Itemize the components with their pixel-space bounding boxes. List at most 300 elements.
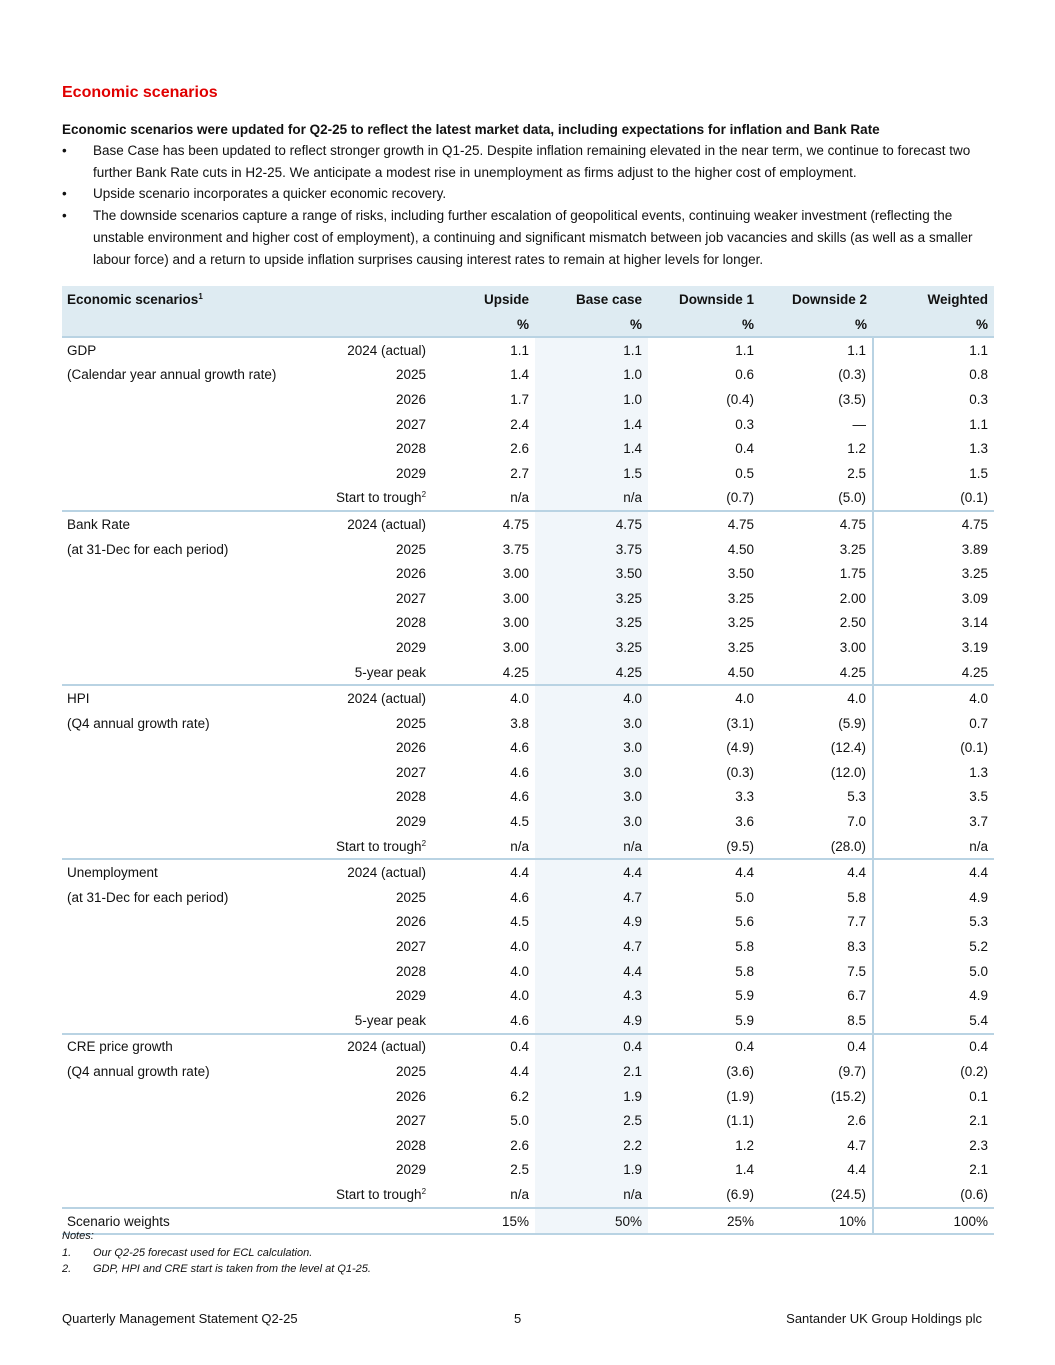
row-group-label: [62, 910, 290, 935]
cell-downside-2: 3.25: [839, 541, 867, 557]
row-period-label: 2024 (actual): [290, 685, 432, 711]
cell-downside-2: (24.5): [830, 1186, 867, 1202]
cell-downside-2: 1.1: [760, 337, 873, 363]
cell-weighted: 5.4: [873, 1008, 994, 1034]
cell-base-case: n/a: [535, 486, 648, 512]
cell-downside-1: 1.4: [735, 1162, 755, 1178]
row-period-label: 5-year peak: [354, 1012, 427, 1028]
footer-company-name: Santander UK Group Holdings plc: [786, 1311, 982, 1326]
cell-downside-2: 8.5: [847, 1012, 867, 1028]
column-header-downside-2: Downside 2: [760, 286, 873, 312]
cell-upside: 4.0: [510, 988, 530, 1004]
column-header-weighted: Weighted: [873, 286, 994, 312]
cell-downside-1: 3.50: [727, 566, 755, 582]
row-period-label: 2027: [395, 939, 427, 955]
cell-base-case: 3.0: [535, 760, 648, 785]
cell-weighted: (0.1): [873, 486, 994, 512]
row-period-label: 2024 (actual): [290, 337, 432, 363]
row-group-label: (at 31-Dec for each period): [67, 541, 229, 557]
bullet-text: The downside scenarios capture a range of risks, including further escalation of geopolitical events, continuing weaker investment (reflecting the unstable environment and higher cost of employment), a continuing and significant mismatch between job vacancies and skills (as well as a smaller labour force) and a return to upside inflation surprises causing interest rates to remain at higher levels for longer.: [93, 208, 973, 267]
note-text: GDP, HPI and CRE start is taken from the level at Q1-25.: [93, 1263, 371, 1275]
cell-downside-2: 0.4: [760, 1034, 873, 1060]
unit-label: %: [535, 312, 648, 337]
row-period-label: 2029: [395, 639, 427, 655]
cell-base-case: 3.25: [535, 586, 648, 611]
row-period-label: 2024 (actual): [290, 511, 432, 537]
cell-upside: 3.00: [502, 615, 530, 631]
cell-upside: n/a: [510, 838, 530, 854]
row-group-label: (Calendar year annual growth rate): [67, 367, 277, 383]
table-row: [62, 859, 994, 885]
cell-weighted: (0.2): [873, 1059, 994, 1084]
cell-weighted: 2.1: [873, 1108, 994, 1133]
cell-base-case: 1.9: [535, 1158, 648, 1183]
cell-upside: n/a: [510, 1186, 530, 1202]
cell-base-case: 4.7: [535, 885, 648, 910]
row-period-label: 2027: [395, 1113, 427, 1129]
footnote-marker: 2: [421, 490, 427, 500]
cell-weighted: 3.09: [873, 586, 994, 611]
table-row: [62, 1158, 994, 1183]
row-period-label: 2028: [395, 615, 427, 631]
cell-base-case: 1.1: [535, 337, 648, 363]
table-header-label: Economic scenarios$^1$: [62, 286, 432, 312]
cell-upside: 1.4: [510, 367, 530, 383]
economic-scenarios-table: [62, 286, 994, 1235]
cell-downside-2: (9.7): [838, 1064, 867, 1080]
cell-downside-1: 5.8: [735, 939, 755, 955]
cell-downside-1: 5.8: [735, 963, 755, 979]
row-period-label: Start to trough$^2$: [336, 490, 427, 506]
cell-upside: 4.0: [432, 685, 535, 711]
cell-downside-1: 4.0: [648, 685, 760, 711]
cell-upside: n/a: [510, 490, 530, 506]
cell-weighted: 3.89: [873, 537, 994, 562]
cell-downside-2: (28.0): [830, 838, 867, 854]
cell-weighted: 1.1: [873, 337, 994, 363]
cell-upside: 3.00: [502, 639, 530, 655]
cell-downside-2: 1.2: [847, 441, 867, 457]
cell-downside-2: 2.50: [839, 615, 867, 631]
row-group-label: [62, 660, 290, 686]
cell-downside-1: 5.9: [735, 1012, 755, 1028]
cell-downside-1: 0.6: [735, 367, 755, 383]
row-group-label: [62, 586, 290, 611]
row-period-label: 2024 (actual): [290, 859, 432, 885]
table-row: [62, 910, 994, 935]
cell-weighted: 4.25: [873, 660, 994, 686]
cell-downside-1: (0.3): [726, 764, 755, 780]
cell-upside: 1.7: [510, 391, 530, 407]
table-row: [62, 934, 994, 959]
table-row: [62, 1182, 994, 1208]
row-period-label: 2029: [395, 465, 427, 481]
cell-base-case: n/a: [535, 1182, 648, 1208]
cell-downside-1: (4.9): [726, 740, 755, 756]
cell-downside-2: 2.6: [847, 1113, 867, 1129]
cell-weighted: 0.3: [873, 387, 994, 412]
cell-downside-2: 4.75: [760, 511, 873, 537]
cell-upside: 1.1: [432, 337, 535, 363]
row-period-label: 2028: [395, 1137, 427, 1153]
bullet-item: [62, 140, 987, 183]
cell-upside: 4.75: [432, 511, 535, 537]
cell-base-case: 2.2: [535, 1133, 648, 1158]
table-body: [62, 337, 994, 1234]
cell-base-case: 3.0: [535, 711, 648, 736]
bullet-item: [62, 183, 987, 205]
cell-weighted: 0.8: [873, 363, 994, 388]
cell-downside-1: (3.6): [726, 1064, 755, 1080]
cell-downside-1: 5.6: [735, 914, 755, 930]
row-period-label: 2029: [395, 988, 427, 1004]
cell-downside-1: 3.6: [735, 814, 755, 830]
cell-weighted: (0.1): [873, 736, 994, 761]
cell-downside-2: 3.00: [839, 639, 867, 655]
row-period-label: 2029: [395, 814, 427, 830]
table-row: [62, 1084, 994, 1109]
cell-downside-1: (6.9): [726, 1186, 755, 1202]
cell-downside-2: (5.9): [838, 715, 867, 731]
row-group-label: (Q4 annual growth rate): [67, 715, 210, 731]
row-period-label: 2029: [395, 1162, 427, 1178]
cell-weighted: 1.1: [873, 412, 994, 437]
cell-weighted: 4.9: [873, 885, 994, 910]
cell-weighted: 1.3: [873, 436, 994, 461]
cell-upside: 4.25: [502, 664, 530, 680]
table-row: [62, 983, 994, 1008]
cell-base-case: 1.4: [535, 412, 648, 437]
cell-base-case: 4.9: [535, 1008, 648, 1034]
table-row: [62, 685, 994, 711]
row-period-label: 2025: [395, 715, 427, 731]
cell-downside-2: 7.5: [847, 963, 867, 979]
cell-downside-2: 7.0: [847, 814, 867, 830]
row-period-label: 2028: [395, 789, 427, 805]
row-period-label: Start to trough$^2$: [336, 1186, 427, 1202]
cell-weighted: 2.3: [873, 1133, 994, 1158]
cell-upside: 4.6: [510, 764, 530, 780]
cell-upside: 2.4: [510, 416, 530, 432]
weight-base-case: 50%: [535, 1208, 648, 1235]
cell-downside-2: 5.8: [847, 889, 867, 905]
scenarios-table-container: [62, 286, 994, 1235]
row-group-label: [62, 635, 290, 660]
cell-base-case: 4.9: [535, 910, 648, 935]
cell-weighted: 0.7: [873, 711, 994, 736]
cell-downside-2: 4.0: [760, 685, 873, 711]
cell-downside-1: 4.50: [727, 664, 755, 680]
cell-downside-1: 4.75: [648, 511, 760, 537]
row-period-label: Start to trough$^2$: [336, 838, 427, 854]
cell-weighted: 2.1: [873, 1158, 994, 1183]
table-row: [62, 635, 994, 660]
bullet-text: Upside scenario incorporates a quicker economic recovery.: [93, 186, 447, 202]
row-period-label: 2024 (actual): [290, 1034, 432, 1060]
row-group-label: [62, 461, 290, 486]
cell-downside-1: 1.2: [735, 1137, 755, 1153]
cell-downside-1: 0.4: [735, 441, 755, 457]
cell-upside: 4.6: [510, 789, 530, 805]
notes-section: [62, 1228, 371, 1278]
weight-downside-1: 25%: [648, 1208, 760, 1235]
cell-upside: 2.7: [510, 465, 530, 481]
row-group-label: CRE price growth: [62, 1034, 290, 1060]
row-period-label: 2028: [395, 441, 427, 457]
unit-label: %: [760, 312, 873, 337]
cell-weighted: 3.7: [873, 809, 994, 834]
table-row: [62, 1008, 994, 1034]
row-group-label: [62, 785, 290, 810]
table-row: [62, 1034, 994, 1060]
note-item: [62, 1245, 371, 1262]
cell-downside-2: (15.2): [830, 1088, 867, 1104]
bullet-item: [62, 205, 987, 270]
cell-base-case: 4.75: [535, 511, 648, 537]
cell-weighted: 1.5: [873, 461, 994, 486]
cell-weighted: 3.19: [873, 635, 994, 660]
cell-weighted: 4.9: [873, 983, 994, 1008]
column-header-upside: Upside: [432, 286, 535, 312]
row-group-label: [62, 934, 290, 959]
row-group-label: [62, 486, 290, 512]
cell-downside-1: 0.3: [735, 416, 755, 432]
cell-downside-2: (5.0): [838, 490, 867, 506]
row-group-label: GDP: [62, 337, 290, 363]
cell-upside: 3.00: [502, 566, 530, 582]
column-header-base-case: Base case: [535, 286, 648, 312]
cell-downside-2: (0.3): [838, 367, 867, 383]
cell-base-case: 1.0: [535, 363, 648, 388]
row-group-label: (at 31-Dec for each period): [67, 889, 229, 905]
cell-upside: 6.2: [510, 1088, 530, 1104]
row-group-label: [62, 1158, 290, 1183]
cell-downside-2: 1.75: [839, 566, 867, 582]
weight-upside: 15%: [432, 1208, 535, 1235]
row-period-label: 2028: [395, 963, 427, 979]
row-group-label: [62, 959, 290, 984]
unit-label: %: [648, 312, 760, 337]
row-group-label: [62, 1133, 290, 1158]
cell-upside: 0.4: [432, 1034, 535, 1060]
cell-downside-1: (3.1): [726, 715, 755, 731]
cell-base-case: 3.0: [535, 785, 648, 810]
row-period-label: 2027: [395, 590, 427, 606]
row-period-label: 2025: [395, 367, 427, 383]
cell-base-case: n/a: [535, 834, 648, 860]
table-row: [62, 1059, 994, 1084]
row-group-label: [62, 561, 290, 586]
row-group-label: [62, 436, 290, 461]
cell-upside: 4.4: [432, 859, 535, 885]
cell-weighted: 4.75: [873, 511, 994, 537]
cell-downside-1: 3.3: [735, 789, 755, 805]
table-row: [62, 486, 994, 512]
cell-upside: 2.6: [510, 1137, 530, 1153]
table-row: [62, 363, 994, 388]
cell-base-case: 1.4: [535, 436, 648, 461]
row-group-label: [62, 809, 290, 834]
cell-base-case: 4.4: [535, 959, 648, 984]
table-row: [62, 1108, 994, 1133]
cell-weighted: 3.14: [873, 611, 994, 636]
row-period-label: 2026: [395, 914, 427, 930]
note-item: [62, 1261, 371, 1278]
table-row: [62, 611, 994, 636]
cell-downside-1: 0.4: [648, 1034, 760, 1060]
cell-base-case: 3.50: [535, 561, 648, 586]
row-group-label: [62, 412, 290, 437]
cell-upside: 4.5: [510, 814, 530, 830]
bullet-text: Base Case has been updated to reflect stronger growth in Q1-25. Despite inflation remaining elevated in the near term, we continue to forecast two further Bank Rate cuts in H2-25. We anticipate a modest rise in unemployment as firms adjust to the higher cost of employment.: [93, 143, 971, 180]
table-row: [62, 586, 994, 611]
note-index: 2.: [62, 1263, 72, 1275]
cell-base-case: 0.4: [535, 1034, 648, 1060]
scenario-weights-label: Scenario weights: [62, 1208, 432, 1235]
cell-downside-1: (0.7): [726, 490, 755, 506]
cell-upside: 2.5: [510, 1162, 530, 1178]
row-period-label: 2025: [395, 889, 427, 905]
table-row: [62, 561, 994, 586]
cell-base-case: 3.0: [535, 809, 648, 834]
cell-upside: 3.75: [502, 541, 530, 557]
table-row: [62, 412, 994, 437]
row-period-label: 2027: [395, 416, 427, 432]
cell-downside-1: 1.1: [648, 337, 760, 363]
footnote-marker: 2: [421, 1186, 427, 1196]
cell-weighted: n/a: [873, 834, 994, 860]
cell-weighted: 1.3: [873, 760, 994, 785]
lead-paragraph: Economic scenarios were updated for Q2-25 to reflect the latest market data, including expectations for inflation and Bank Rate: [62, 122, 880, 137]
cell-downside-1: (1.1): [726, 1113, 755, 1129]
bullet-list: [62, 140, 987, 270]
unit-label: %: [432, 312, 535, 337]
row-group-label: [62, 387, 290, 412]
units-blank: [62, 312, 432, 337]
unit-label: %: [873, 312, 994, 337]
cell-upside: 5.0: [510, 1113, 530, 1129]
footnote-marker: 1: [198, 291, 203, 301]
table-row: [62, 736, 994, 761]
cell-upside: 2.6: [510, 441, 530, 457]
row-period-label: 2026: [395, 391, 427, 407]
table-row: [62, 959, 994, 984]
cell-upside: 4.4: [510, 1064, 530, 1080]
cell-downside-2: 4.4: [847, 1162, 867, 1178]
cell-weighted: 5.0: [873, 959, 994, 984]
cell-weighted: 3.5: [873, 785, 994, 810]
cell-base-case: 1.5: [535, 461, 648, 486]
table-row: [62, 660, 994, 686]
cell-base-case: 3.25: [535, 611, 648, 636]
row-group-label: (Q4 annual growth rate): [67, 1064, 210, 1080]
note-text: Our Q2-25 forecast used for ECL calculation.: [93, 1246, 313, 1259]
bullet-icon: •: [62, 208, 67, 224]
table-row: [62, 1133, 994, 1158]
row-group-label: [62, 611, 290, 636]
notes-heading: Notes:: [62, 1230, 94, 1242]
row-group-label: [62, 1008, 290, 1034]
table-row: [62, 337, 994, 363]
table-row: [62, 834, 994, 860]
cell-base-case: 4.0: [535, 685, 648, 711]
bullet-icon: •: [62, 143, 67, 158]
table-row: [62, 537, 994, 562]
cell-weighted: 5.3: [873, 910, 994, 935]
table-header-row: [62, 286, 994, 312]
cell-base-case: 2.1: [535, 1059, 648, 1084]
cell-downside-2: —: [852, 416, 867, 432]
cell-weighted: 4.4: [873, 859, 994, 885]
row-group-label: [62, 1084, 290, 1109]
row-period-label: 2026: [395, 1088, 427, 1104]
cell-upside: 4.6: [510, 889, 530, 905]
footer-page-number: 5: [514, 1311, 522, 1326]
cell-weighted: 0.1: [873, 1084, 994, 1109]
cell-downside-2: 4.7: [847, 1137, 867, 1153]
cell-downside-2: 2.00: [839, 590, 867, 606]
table-row: [62, 760, 994, 785]
cell-base-case: 3.0: [535, 736, 648, 761]
table-row: [62, 885, 994, 910]
cell-downside-1: 5.9: [735, 988, 755, 1004]
table-row: [62, 711, 994, 736]
cell-upside: 4.0: [510, 939, 530, 955]
cell-downside-1: 4.50: [727, 541, 755, 557]
row-period-label: 2025: [395, 1064, 427, 1080]
cell-base-case: 4.3: [535, 983, 648, 1008]
weight-weighted: 100%: [873, 1208, 994, 1235]
row-group-label: [62, 834, 290, 860]
cell-downside-1: 3.25: [727, 590, 755, 606]
cell-base-case: 4.4: [535, 859, 648, 885]
cell-weighted: 5.2: [873, 934, 994, 959]
table-row: [62, 387, 994, 412]
cell-downside-1: 3.25: [727, 639, 755, 655]
row-period-label: 2027: [395, 764, 427, 780]
row-group-label: [62, 760, 290, 785]
table-row: [62, 461, 994, 486]
cell-weighted: 4.0: [873, 685, 994, 711]
column-header-downside-1: Downside 1: [648, 286, 760, 312]
cell-downside-2: 2.5: [847, 465, 867, 481]
cell-upside: 4.5: [510, 914, 530, 930]
cell-downside-2: 6.7: [847, 988, 867, 1004]
cell-upside: 3.00: [502, 590, 530, 606]
row-group-label: HPI: [62, 685, 290, 711]
cell-base-case: 4.7: [535, 934, 648, 959]
row-group-label: Bank Rate: [62, 511, 290, 537]
row-group-label: [62, 1182, 290, 1208]
page-title: Economic scenarios: [62, 84, 218, 101]
cell-upside: 3.8: [510, 715, 530, 731]
cell-downside-1: 5.0: [735, 889, 755, 905]
cell-downside-1: 0.5: [735, 465, 755, 481]
cell-base-case: 2.5: [535, 1108, 648, 1133]
cell-downside-2: (12.4): [830, 740, 867, 756]
row-period-label: 2025: [395, 541, 427, 557]
cell-weighted: 3.25: [873, 561, 994, 586]
row-group-label: [62, 736, 290, 761]
cell-weighted: 0.4: [873, 1034, 994, 1060]
table-row: [62, 511, 994, 537]
weight-downside-2: 10%: [760, 1208, 873, 1235]
row-group-label: [62, 1108, 290, 1133]
table-row: [62, 436, 994, 461]
cell-base-case: 1.9: [535, 1084, 648, 1109]
cell-downside-1: (0.4): [726, 391, 755, 407]
bullet-icon: •: [62, 186, 67, 202]
